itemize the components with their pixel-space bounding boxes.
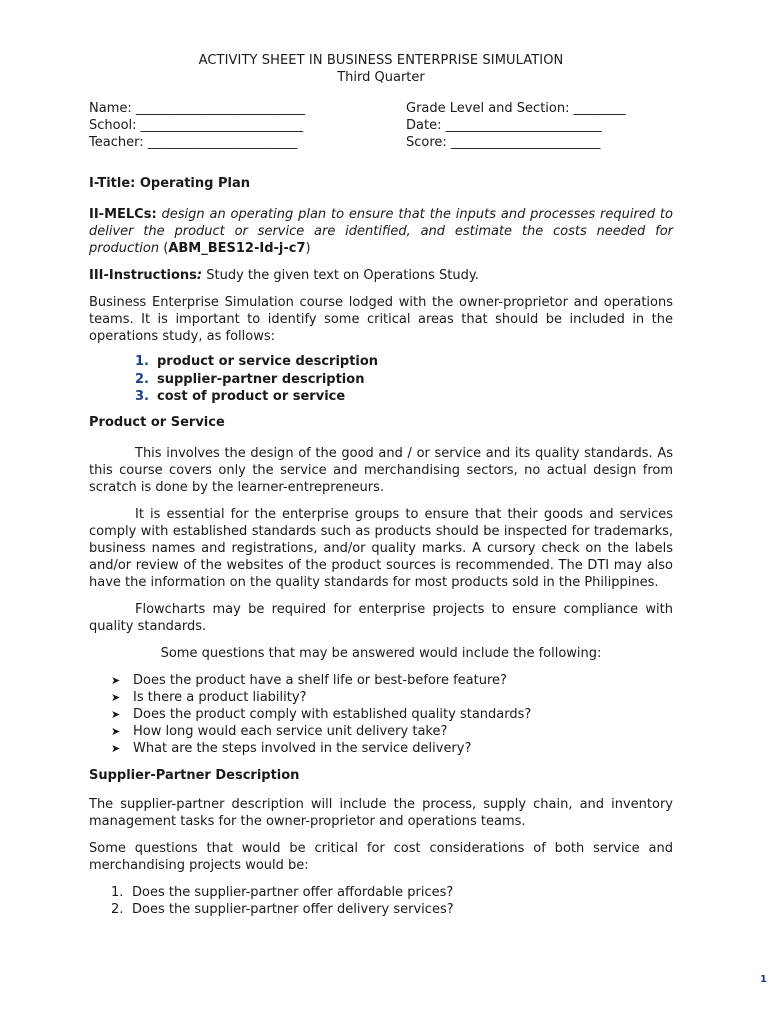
intro-paragraph: Business Enterprise Simulation course lodged with the owner-proprietor and operations teams. It is important to identify some critical areas that should be included in the operations study, as follows: [89, 295, 673, 344]
instructions-text: Study the given text on Operations Study. [202, 268, 479, 283]
list-item: ➤ Does the product have a shelf life or best-before feature? [111, 672, 507, 688]
supplier-partner-heading: Supplier-Partner Description [89, 767, 300, 783]
melcs-code-close: ) [305, 241, 311, 256]
instructions-paragraph [89, 267, 673, 284]
grade-section-field: Grade Level and Section: ________ [406, 101, 626, 116]
list-item: ➤ Does the product comply with established quality standards? [111, 706, 532, 722]
instructions-colon: : [196, 268, 203, 283]
melcs-paragraph [89, 206, 673, 257]
document-title: ACTIVITY SHEET IN BUSINESS ENTERPRISE SIMULATION [198, 53, 564, 68]
supplier-paragraph-2: Some questions that would be critical for cost considerations of both service and merchandising projects would be: [89, 840, 673, 873]
section-title-heading: I-Title: Operating Plan [89, 176, 250, 191]
list-item: 1. Does the supplier-partner offer affordable prices? [111, 884, 454, 900]
arrow-bullet-icon: ➤ [111, 724, 121, 738]
questions-intro: Some questions that may be answered would include the following: [160, 645, 602, 661]
arrow-bullet-icon: ➤ [111, 690, 121, 704]
list-item: 3. cost of product or service [135, 389, 346, 404]
product-paragraph-1: This involves the design of the good and / or service and its quality standards. As this course covers only the service and merchandising sectors, no actual design from scratch is done by the learner-entrepreneurs. [89, 445, 673, 495]
supplier-paragraph-1: The supplier-partner description will include the process, supply chain, and inventory management tasks for the owner-proprietor and operations teams. [89, 796, 673, 829]
melcs-code-open: ( [159, 241, 169, 256]
arrow-bullet-icon: ➤ [111, 673, 121, 687]
arrow-bullet-icon: ➤ [111, 707, 121, 721]
supplier-questions-list [89, 884, 673, 918]
list-item: ➤ What are the steps involved in the service delivery? [111, 740, 472, 756]
activity-sheet-page [89, 52, 673, 918]
name-field: Name: __________________________ [89, 101, 305, 116]
list-item: ➤ How long would each service unit delivery take? [111, 723, 448, 739]
product-questions-list [89, 672, 673, 757]
score-field: Score: _______________________ [406, 135, 601, 150]
date-field: Date: ________________________ [406, 118, 602, 133]
product-service-heading: Product or Service [89, 414, 225, 430]
document-subtitle: Third Quarter [337, 70, 425, 85]
school-field: School: _________________________ [89, 118, 304, 133]
list-item: 2. supplier-partner description [135, 371, 365, 387]
student-info-block [89, 100, 673, 151]
melcs-text: design an operating plan to ensure that the inputs and processes required to deliver the product or service are identified, and estimate the costs needed for production [89, 207, 673, 256]
list-item: ➤ Is there a product liability? [111, 689, 307, 705]
list-item: 1. product or service description [135, 354, 379, 369]
arrow-bullet-icon: ➤ [111, 741, 121, 755]
page-number: 1 [760, 974, 767, 985]
teacher-field: Teacher: _______________________ [89, 135, 298, 150]
critical-areas-list [89, 353, 673, 406]
melcs-label: II-MELCs: [89, 207, 157, 222]
product-paragraph-2: It is essential for the enterprise groups to ensure that their goods and services comply with established standards such as products should be inspected for trademarks, business names and registrations, and/or quality marks. A cursory check on the labels and/or review of the websites of the product sources is recommended. The DTI may also have the information on the quality standards for most products sold in the Philippines. [89, 506, 673, 590]
melcs-code: ABM_BES12-Id-j-c7 [168, 241, 306, 256]
instructions-label: III-Instructions [89, 268, 197, 283]
product-paragraph-3: Flowcharts may be required for enterprise projects to ensure compliance with quality standards. [89, 601, 673, 634]
list-item: 2. Does the supplier-partner offer delivery services? [111, 901, 454, 917]
